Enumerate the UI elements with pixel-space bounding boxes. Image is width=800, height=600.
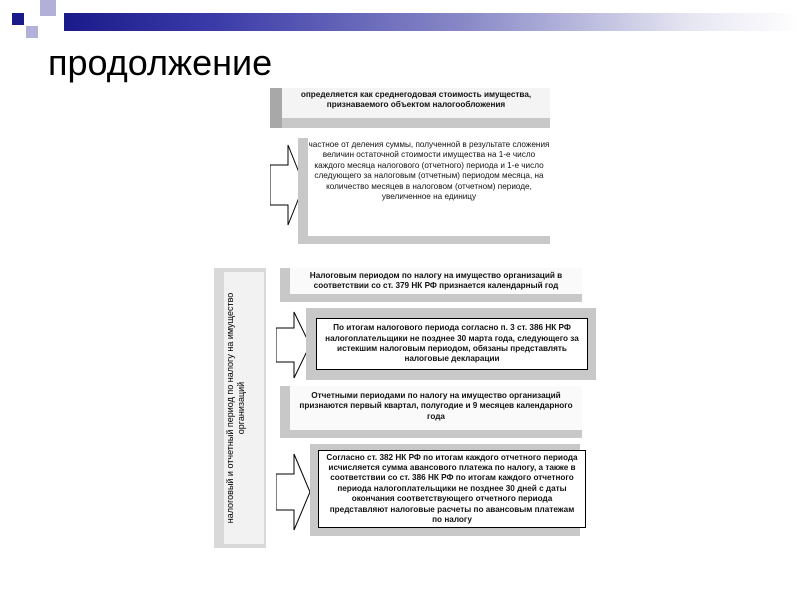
box-5-text: Отчетными периодами по налогу на имущество организаций признаются первый квартал, полугодие и 9 месяцев календарного года <box>299 391 573 421</box>
corner-square-dark <box>12 13 24 25</box>
box-3-text: Налоговым периодом по налогу на имущество организаций в соответствии со ст. 379 НК РФ признается календарный год <box>309 271 563 291</box>
box-4-text: По итогам налогового периода согласно п. 3 ст. 386 НК РФ налогоплательщики не позднее 30 марта года, следующего за истекшим налоговым периодом, обязаны представлять налоговые декларации <box>316 318 588 370</box>
box-2-text: частное от деления суммы, полученной в результате сложения величин остаточной стоимости имущества на 1-е число каждого месяца налогового (отчетного) периода и 1-е число следующего за налоговым (отчетным) периодом месяца, на количество месяцев в налоговом (отчетном) периоде, увеличенное на единицу <box>308 140 550 202</box>
box-6-text: Согласно ст. 382 НК РФ по итогам каждого отчетного периода исчисляется сумма авансового платежа по налогу, а также в соответствии со ст. 386 НК РФ по итогам каждого отчетного периода налогоплательщики не позднее 30 дней с даты окончания соответствующего отчетного периода представляют налоговые расчеты по авансовым платежам по налогу <box>318 450 586 528</box>
corner-square-light <box>40 0 56 16</box>
box-1-text: определяется как среднегодовая стоимость имущества, признаваемого объектом налогообложения <box>300 90 532 110</box>
slide-title: продолжение <box>48 42 273 83</box>
side-label: налоговый и отчетный период по налогу на имущество организаций <box>225 292 246 524</box>
header-gradient-bar <box>64 13 800 31</box>
corner-square-light-2 <box>26 26 38 38</box>
arrow-right-icon <box>276 450 312 534</box>
